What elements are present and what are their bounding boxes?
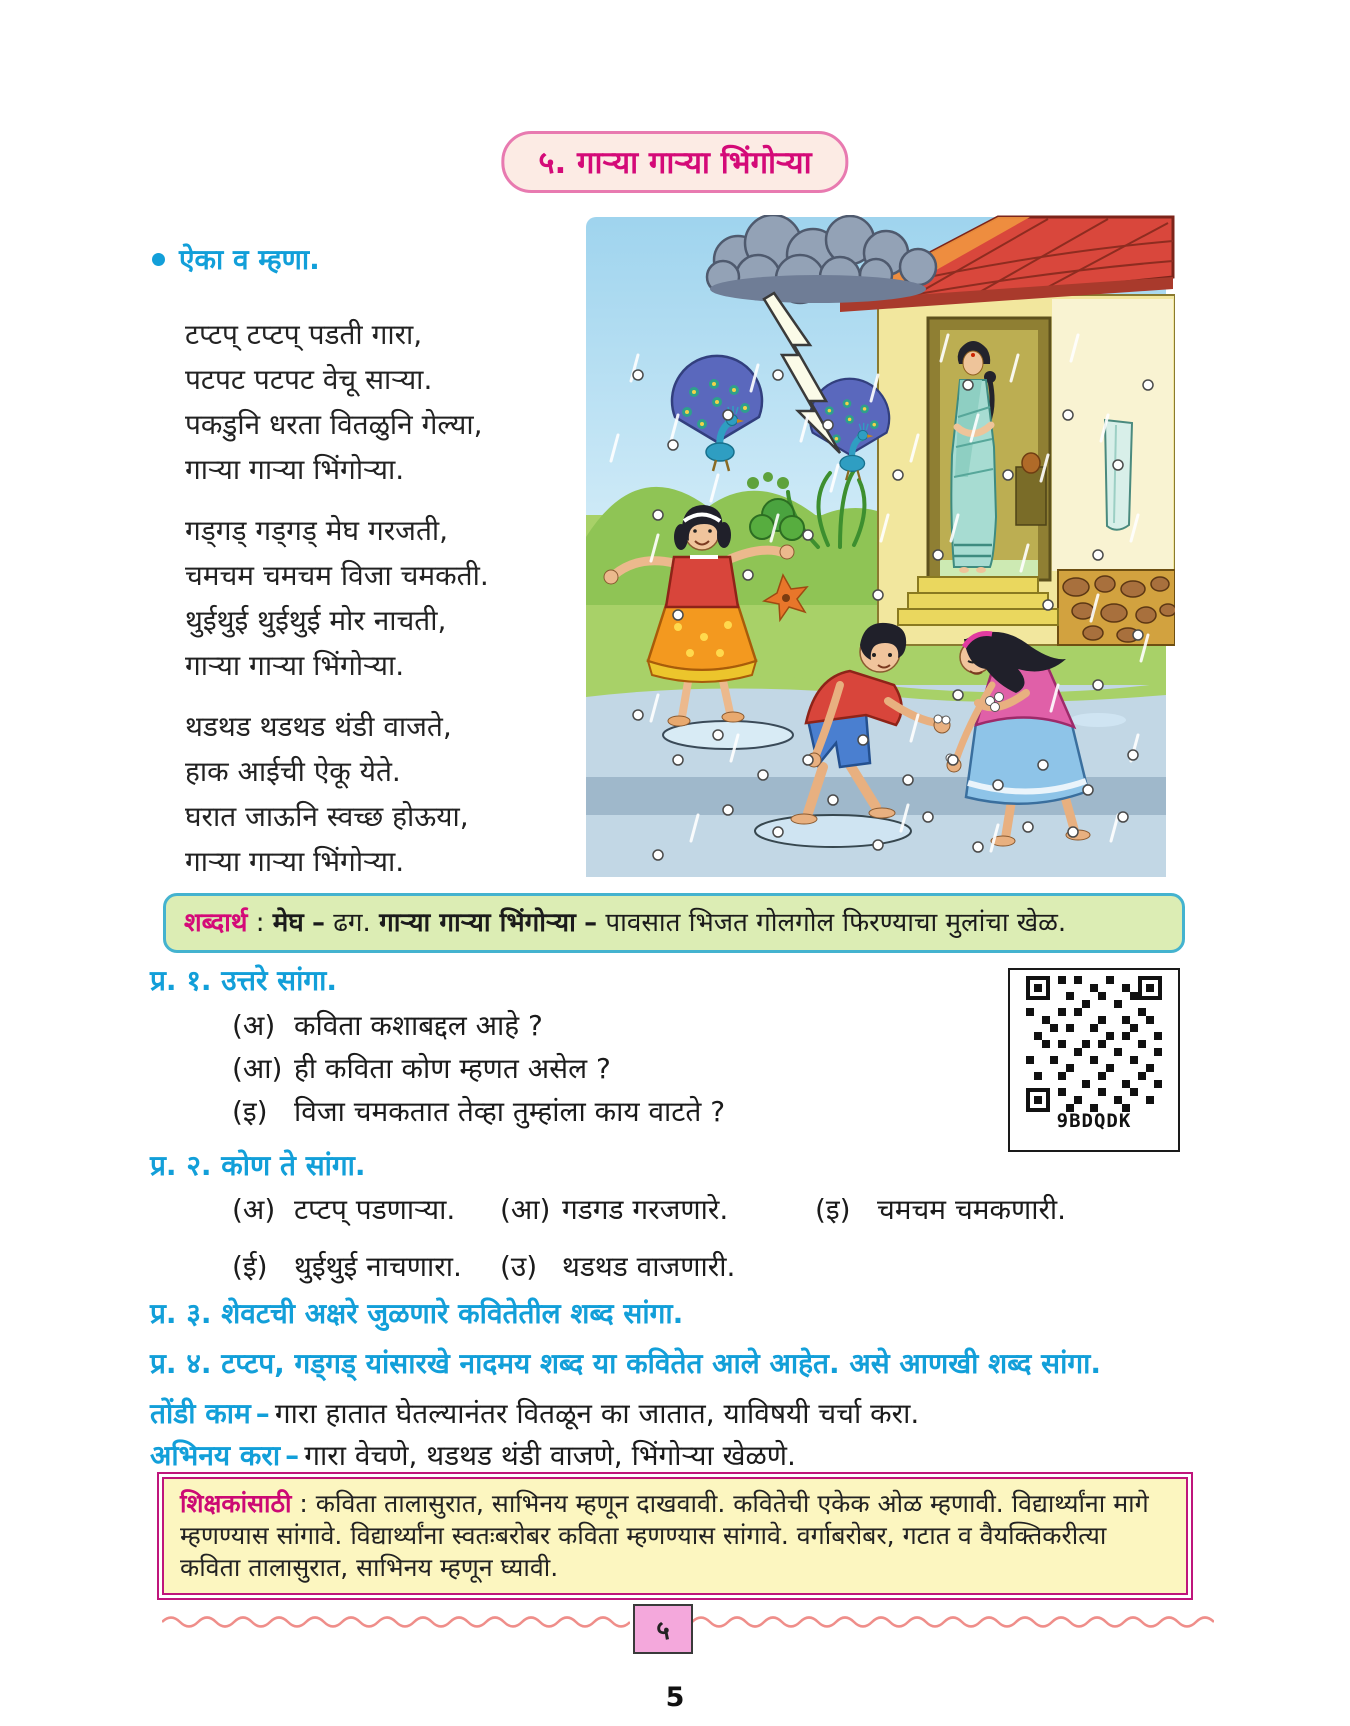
poem-illustration	[578, 215, 1175, 878]
lesson-page-number-box	[633, 1604, 693, 1654]
poem-line: थुईथुई थुईथुई मोर नाचती,	[185, 604, 447, 637]
item-text: थुईथुई नाचणारा.	[294, 1250, 462, 1283]
item-text: टप्टप् पडणाऱ्या.	[294, 1193, 456, 1226]
item-text: गडगड गरजणारे.	[562, 1193, 729, 1226]
question-1-heading: प्र. १. उत्तरे सांगा.	[150, 964, 337, 997]
stone-wall	[1058, 570, 1175, 645]
glossary-label: शब्दार्थ	[184, 908, 248, 938]
act-out-dash: –	[285, 1439, 300, 1472]
glossary-meaning: ढग.	[333, 908, 371, 938]
poem-line: हाक आईची ऐकू येते.	[185, 755, 401, 788]
wavy-divider-right	[692, 1614, 1214, 1630]
poem-line: थडथड थडथड थंडी वाजते,	[185, 710, 452, 743]
question-2-item-i	[815, 1190, 1066, 1228]
poem-line: गाऱ्या गाऱ्या भिंगोऱ्या.	[185, 845, 405, 878]
question-2-item-a	[232, 1190, 455, 1228]
poem-line: चमचम चमचम विजा चमकती.	[185, 559, 489, 592]
qr-code-icon	[1026, 976, 1162, 1112]
qr-code-label: 9BDQDK	[1056, 1110, 1132, 1132]
poem-line: घरात जाऊनि स्वच्छ होऊया,	[185, 800, 469, 833]
bullet-icon	[152, 253, 165, 266]
question-1-item-i	[232, 1092, 725, 1130]
lesson-page-number: ५	[656, 1616, 670, 1646]
lesson-title: ५. गाऱ्या गाऱ्या भिंगोऱ्या	[538, 145, 812, 181]
question-2-heading: प्र. २. कोण ते सांगा.	[150, 1149, 366, 1182]
glossary-dash: –	[311, 908, 325, 938]
poem	[185, 312, 489, 900]
glossary-term: गाऱ्या गाऱ्या भिंगोऱ्या	[379, 908, 576, 938]
question-1-item-aa	[232, 1049, 611, 1087]
poem-line: गाऱ्या गाऱ्या भिंगोऱ्या.	[185, 649, 405, 682]
glossary-line	[184, 906, 1164, 940]
oral-work-text: गारा हातात घेतल्यानंतर वितळून का जातात, याविषयी चर्चा करा.	[274, 1397, 920, 1430]
item-text: ही कविता कोण म्हणत असेल ?	[294, 1052, 611, 1085]
oral-work-row	[150, 1394, 919, 1432]
glossary-dash: –	[584, 908, 598, 938]
item-marker: (इ)	[815, 1193, 851, 1226]
poem-stanza	[185, 704, 489, 884]
oral-work-dash: –	[255, 1397, 270, 1430]
wavy-divider-left	[162, 1614, 630, 1630]
glossary-meaning: पावसात भिजत गोलगोल फिरण्याचा मुलांचा खेळ.	[605, 908, 1067, 938]
glossary-box	[163, 893, 1185, 953]
teacher-note-label: शिक्षकांसाठी	[180, 1489, 292, 1518]
item-text: विजा चमकतात तेव्हा तुम्हांला काय वाटते ?	[294, 1095, 726, 1128]
act-out-row	[150, 1436, 796, 1474]
item-marker: (इ)	[232, 1095, 268, 1128]
towel	[1105, 420, 1132, 530]
item-text: थडथड वाजणारी.	[562, 1250, 736, 1283]
item-text: चमचम चमकणारी.	[877, 1193, 1067, 1226]
poem-line: पटपट पटपट वेचू साऱ्या.	[185, 363, 433, 396]
poem-line: गड्गड् गड्गड् मेघ गरजती,	[185, 514, 449, 547]
item-marker: (आ)	[232, 1052, 283, 1085]
poem-stanza	[185, 312, 489, 492]
question-1-item-a	[232, 1006, 543, 1044]
poem-line: पकडुनि धरता वितळुनि गेल्या,	[185, 408, 483, 441]
question-2-item-ii	[232, 1247, 462, 1285]
poem-stanza	[185, 508, 489, 688]
question-2-item-u	[500, 1247, 735, 1285]
oral-work-label: तोंडी काम	[150, 1397, 251, 1430]
poem-line: गाऱ्या गाऱ्या भिंगोऱ्या.	[185, 453, 405, 486]
item-marker: (ई)	[232, 1250, 268, 1283]
question-2-item-aa	[500, 1190, 728, 1228]
listen-and-say-label: ऐका व म्हणा.	[179, 243, 320, 276]
question-3-heading: प्र. ३. शेवटची अक्षरे जुळणारे कवितेतील शब्द सांगा.	[150, 1297, 684, 1330]
teacher-note-text: कविता तालासुरात, साभिनय म्हणून दाखवावी. कवितेची एकेक ओळ म्हणावी. विद्यार्थ्यांना मागे म्हणण्यास सांगावे. विद्यार्थ्यांना स्वतःबरोबर कविता म्हणण्यास सांगावे. वर्गाबरोबर, गटात व वैयक्तिकरीत्या कविता तालासुरात, साभिनय म्हणून घ्यावी.	[180, 1489, 1149, 1582]
teacher-note	[180, 1488, 1170, 1584]
teacher-note-sep: :	[291, 1489, 316, 1518]
glossary-sep: :	[247, 908, 273, 938]
listen-and-say-row	[152, 240, 320, 278]
item-marker: (उ)	[500, 1250, 538, 1283]
qr-code-box	[1008, 968, 1180, 1152]
item-marker: (अ)	[232, 1009, 276, 1042]
item-text: कविता कशाबद्दल आहे ?	[294, 1009, 543, 1042]
item-marker: (आ)	[500, 1193, 551, 1226]
act-out-label: अभिनय करा	[150, 1439, 281, 1472]
glossary-term: मेघ	[272, 908, 304, 938]
question-4-heading: प्र. ४. टप्टप, गड्गड् यांसारखे नादमय शब्द या कवितेत आले आहेत. असे आणखी शब्द सांगा.	[150, 1347, 1101, 1380]
poem-line: टप्टप् टप्टप् पडती गारा,	[185, 318, 423, 351]
lesson-title-box	[501, 131, 848, 193]
item-marker: (अ)	[232, 1193, 276, 1226]
act-out-text: गारा वेचणे, थडथड थंडी वाजणे, भिंगोऱ्या खेळणे.	[304, 1439, 796, 1472]
steps	[898, 577, 1058, 625]
teacher-note-box	[162, 1477, 1188, 1595]
book-page-number: 5	[665, 1682, 685, 1713]
